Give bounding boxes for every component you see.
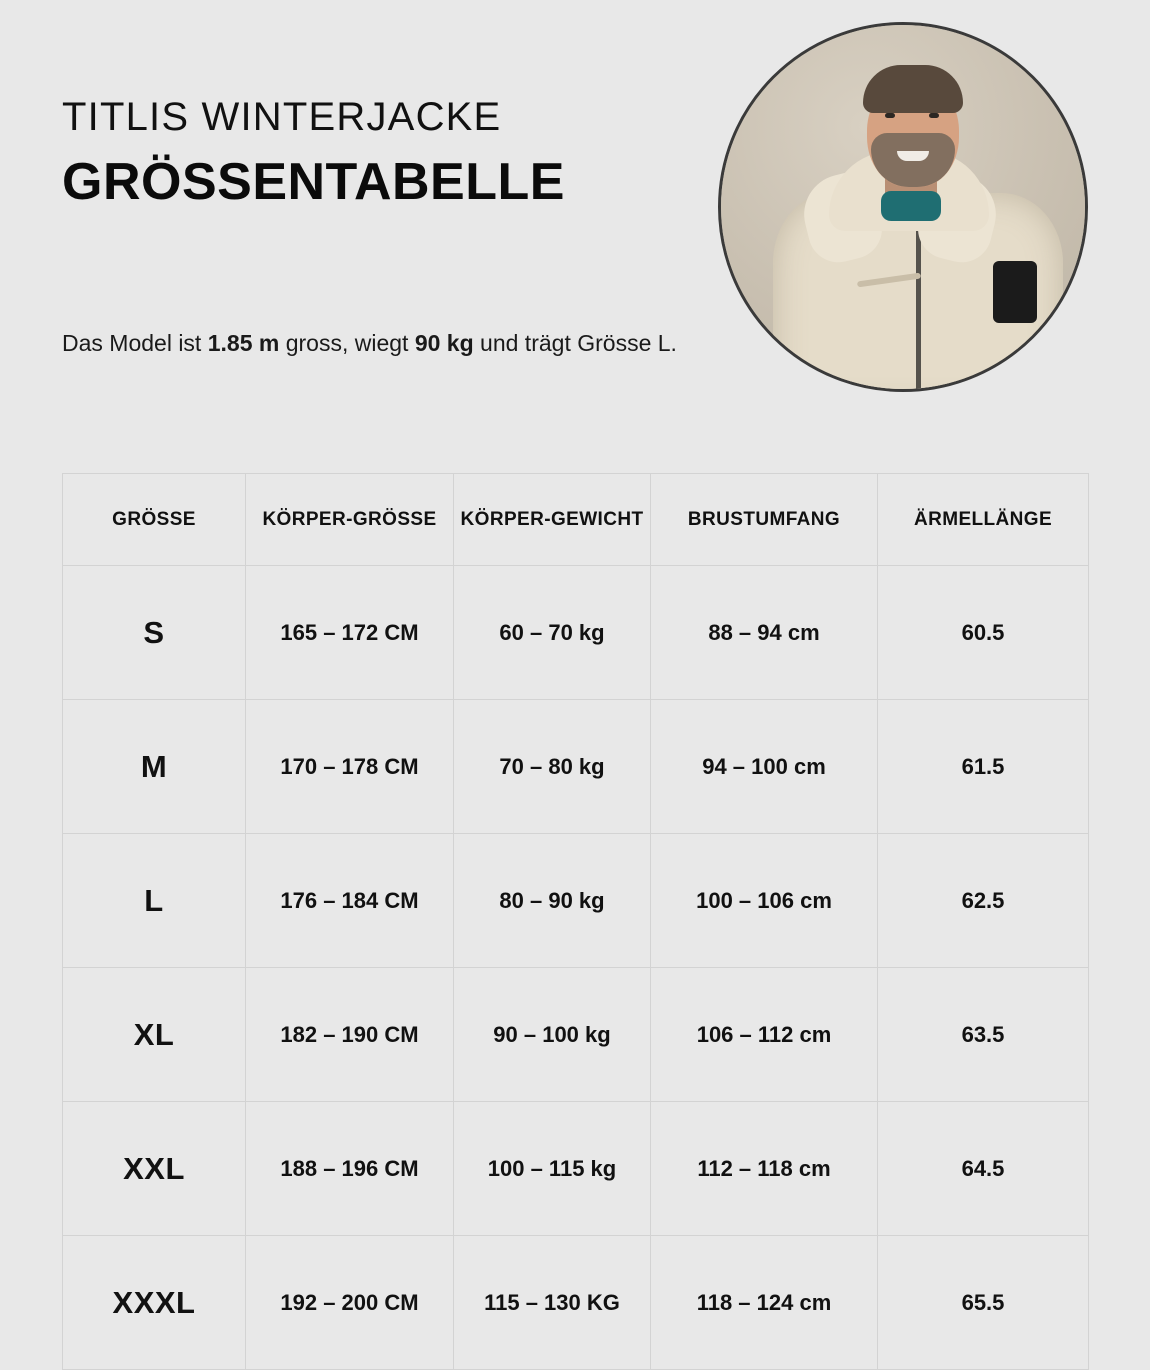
model-info-middle: gross, wiegt [279, 330, 415, 356]
size-table [62, 473, 1089, 1370]
cell-size: M [63, 700, 246, 834]
page-header [62, 95, 722, 213]
table-header-row [63, 474, 1089, 566]
cell-size: XXXL [63, 1236, 246, 1370]
table-row [63, 566, 1089, 700]
model-eye-left-shape [885, 113, 895, 118]
table-row [63, 834, 1089, 968]
cell-weight: 115 – 130 KG [454, 1236, 651, 1370]
table-row [63, 1102, 1089, 1236]
column-header-chest: BRUSTUMFANG [651, 474, 878, 566]
cell-chest: 118 – 124 cm [651, 1236, 878, 1370]
cell-height: 165 – 172 CM [246, 566, 454, 700]
column-header-body-height: KÖRPER-GRÖSSE [246, 474, 454, 566]
model-photo [718, 22, 1088, 392]
cell-weight: 60 – 70 kg [454, 566, 651, 700]
table-row [63, 700, 1089, 834]
cell-sleeve: 65.5 [878, 1236, 1089, 1370]
size-table-container [62, 473, 1088, 1370]
jacket-sleeve-patch-shape [993, 261, 1037, 323]
cell-weight: 80 – 90 kg [454, 834, 651, 968]
table-row [63, 1236, 1089, 1370]
inner-layer-shape [881, 191, 941, 221]
column-header-body-weight: KÖRPER-GEWICHT [454, 474, 651, 566]
cell-height: 182 – 190 CM [246, 968, 454, 1102]
cell-height: 170 – 178 CM [246, 700, 454, 834]
model-info-suffix: und trägt Grösse L. [473, 330, 677, 356]
model-eye-right-shape [929, 113, 939, 118]
model-info-prefix: Das Model ist [62, 330, 208, 356]
cell-chest: 94 – 100 cm [651, 700, 878, 834]
cell-sleeve: 60.5 [878, 566, 1089, 700]
cell-sleeve: 62.5 [878, 834, 1089, 968]
cell-size: XL [63, 968, 246, 1102]
page-title: GRÖSSENTABELLE [62, 153, 565, 211]
model-hair-shape [863, 65, 963, 113]
cell-chest: 106 – 112 cm [651, 968, 878, 1102]
column-header-sleeve-length: ÄRMELLÄNGE [878, 474, 1089, 566]
cell-size: S [63, 566, 246, 700]
model-info-text [62, 325, 682, 362]
cell-weight: 100 – 115 kg [454, 1102, 651, 1236]
cell-height: 192 – 200 CM [246, 1236, 454, 1370]
cell-size: XXL [63, 1102, 246, 1236]
model-height-value: 1.85 m [207, 330, 280, 356]
cell-sleeve: 63.5 [878, 968, 1089, 1102]
cell-height: 176 – 184 CM [246, 834, 454, 968]
model-weight-value: 90 kg [414, 330, 474, 356]
model-smile-shape [897, 151, 929, 161]
cell-size: L [63, 834, 246, 968]
cell-weight: 90 – 100 kg [454, 968, 651, 1102]
table-row [63, 968, 1089, 1102]
table-header [63, 474, 1089, 566]
cell-sleeve: 64.5 [878, 1102, 1089, 1236]
model-photo-container [718, 22, 1088, 392]
cell-chest: 100 – 106 cm [651, 834, 878, 968]
table-body [63, 566, 1089, 1370]
cell-height: 188 – 196 CM [246, 1102, 454, 1236]
cell-chest: 88 – 94 cm [651, 566, 878, 700]
cell-weight: 70 – 80 kg [454, 700, 651, 834]
cell-chest: 112 – 118 cm [651, 1102, 878, 1236]
column-header-size: GRÖSSE [63, 474, 246, 566]
product-name: TITLIS WINTERJACKE [62, 95, 502, 139]
cell-sleeve: 61.5 [878, 700, 1089, 834]
